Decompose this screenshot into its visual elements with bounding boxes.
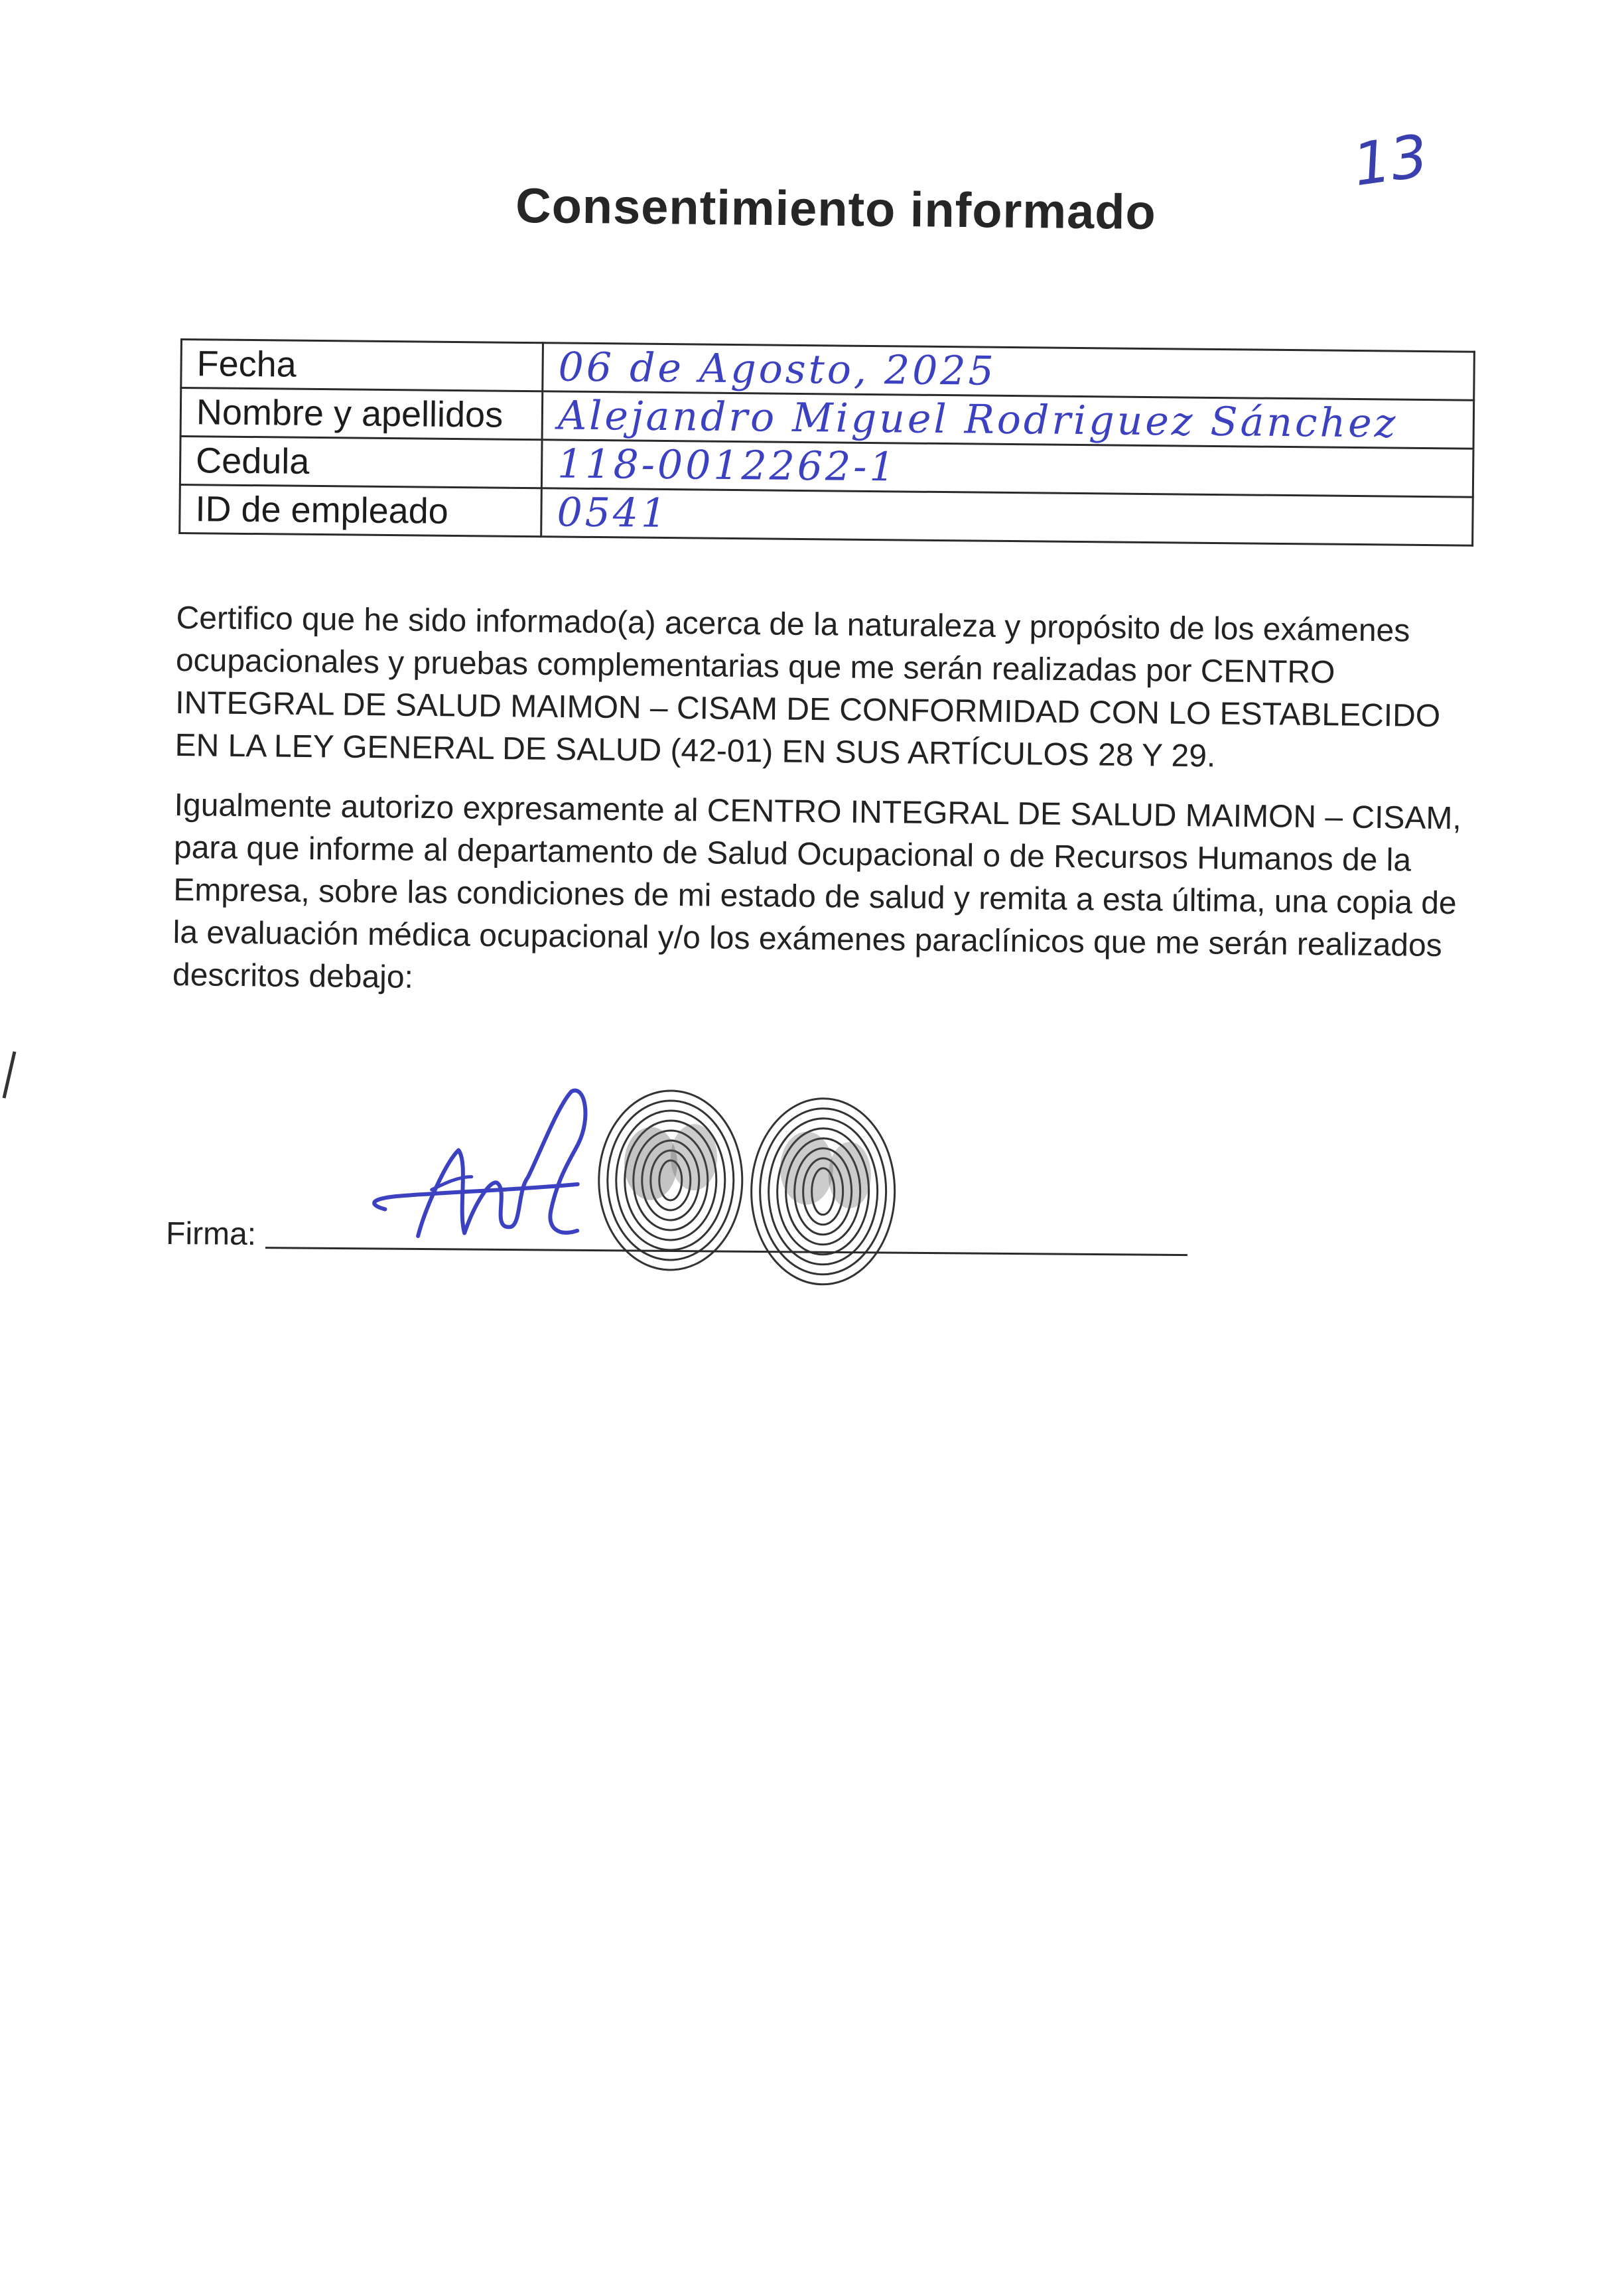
consent-paragraph-2: Igualmente autorizo expresamente al CENTRO INTEGRAL DE SALUD MAIMON – CISAM, para que informe al departamento de Salud Ocupacional o de Recursos Humanos de la Empresa, sobre las condiciones de mi estado de salud y remita a esta última, una copia de la evaluación médica ocupacional y/o los exámenes paraclínicos que me serán realizados descritos debajo:: [172, 787, 1462, 995]
page-number: 13: [1349, 121, 1432, 200]
field-value-id-empleado: 0541: [541, 488, 1473, 545]
fingerprint-icon: [590, 1083, 751, 1277]
field-value-cedula: 118-0012262-1: [541, 440, 1473, 497]
field-label-id-empleado: ID de empleado: [180, 485, 542, 537]
field-label-fecha: Fecha: [181, 340, 543, 391]
consent-text: [172, 597, 1476, 1027]
signature-section: [165, 1075, 1202, 1308]
info-table: [178, 338, 1475, 547]
consent-paragraph-1: Certifico que he sido informado(a) acerca de la naturaleza y propósito de los exámenes ocupacionales y pruebas complementarias que me serán realizadas por CENTRO INTEGRAL DE SALUD MAIMON – CISAM DE CONFORMIDAD CON LO ESTABLECIDO EN LA LEY GENERAL DE SALUD (42-01) EN SUS ARTÍCULOS 28 Y 29.: [174, 600, 1441, 774]
fingerprint-icon: [742, 1091, 903, 1292]
field-label-nombre: Nombre y apellidos: [180, 388, 543, 440]
document-title: Consentimiento informado: [515, 177, 1157, 240]
field-value-fecha: 06 de Agosto, 2025: [543, 343, 1475, 400]
field-label-cedula: Cedula: [180, 437, 542, 488]
scan-edge-mark: [0, 1048, 20, 1101]
signature-label: Firma:: [165, 1216, 257, 1253]
field-value-nombre: Alejandro Miguel Rodriguez Sánchez: [542, 391, 1474, 449]
handwritten-signature: [358, 1076, 612, 1264]
